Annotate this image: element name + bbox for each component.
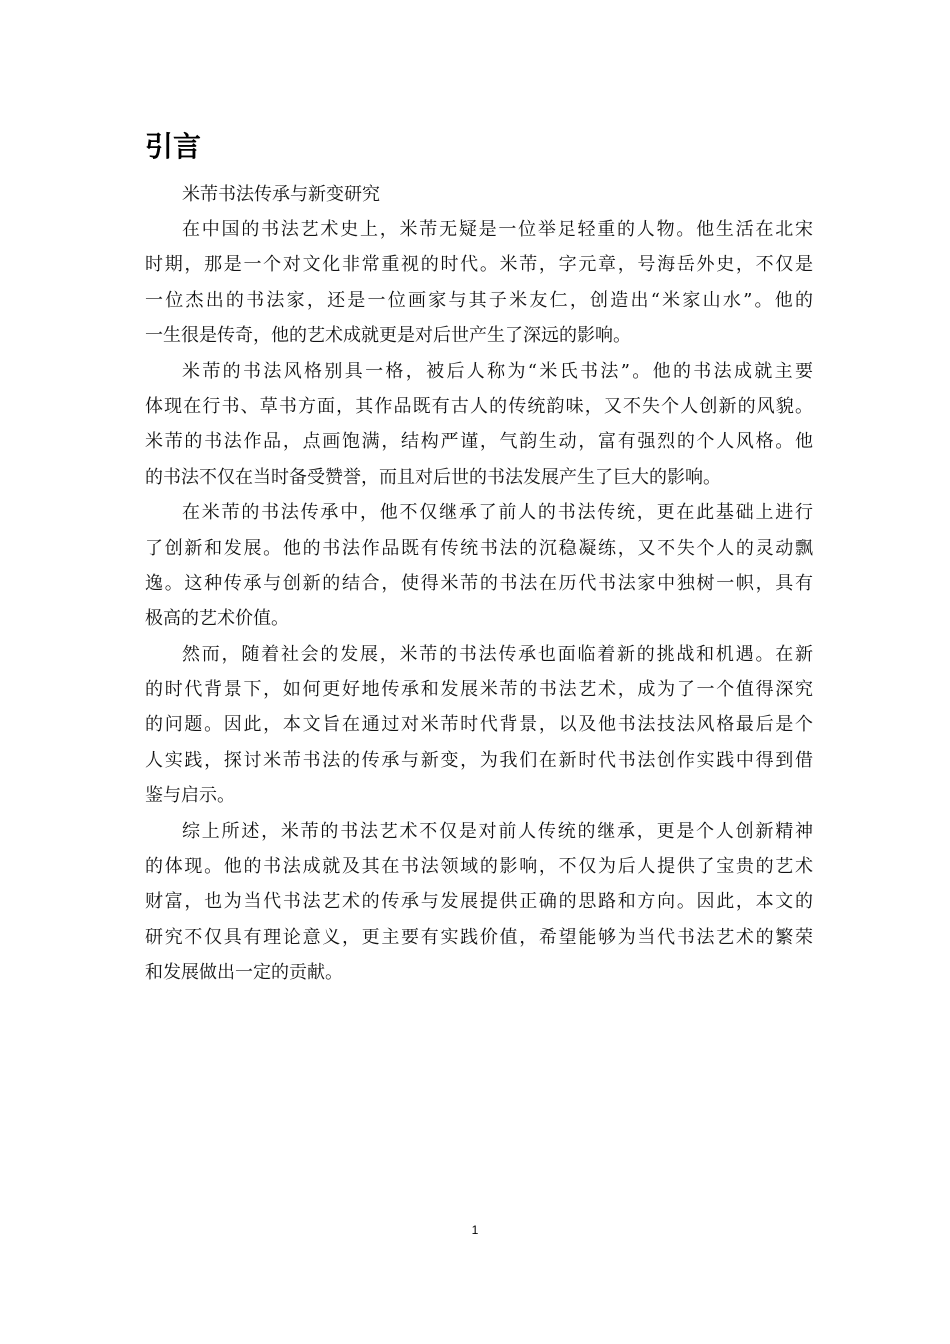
paper-title: 米芾书法传承与新变研究 bbox=[182, 184, 380, 205]
text-line: 一生很是传奇，他的艺术成就更是对后世产生了深远的影响。 bbox=[145, 325, 631, 347]
text-line: 极高的艺术价值。 bbox=[145, 608, 289, 630]
page-number: 1 bbox=[471, 1223, 479, 1237]
text-line: 的书法不仅在当时备受赞誉，而且对后世的书法发展产生了巨大的影响。 bbox=[145, 466, 721, 488]
text-line: 研究不仅具有理论意义，更主要有实践价值，希望能够为当代书法艺术的繁荣 bbox=[145, 926, 813, 948]
paragraph-3 bbox=[145, 495, 813, 637]
text-line: 米芾的书法作品，点画饱满，结构严谨，气韵生动，富有强烈的个人风格。他 bbox=[145, 431, 813, 453]
text-line: 逸。这种传承与创新的结合，使得米芾的书法在历代书法家中独树一帜，具有 bbox=[145, 572, 813, 594]
text-line: 体现在行书、草书方面，其作品既有古人的传统韵味，又不失个人创新的风貌。 bbox=[145, 395, 813, 417]
paragraph-2 bbox=[145, 354, 813, 496]
text-line: 时期，那是一个对文化非常重视的时代。米芾，字元章，号海岳外史，不仅是 bbox=[145, 254, 813, 276]
text-line: 和发展做出一定的贡献。 bbox=[145, 962, 343, 984]
section-heading: 引言 bbox=[145, 130, 202, 163]
paragraph-5 bbox=[145, 814, 813, 991]
text-line: 米芾的书法风格别具一格，被后人称为“米氏书法”。他的书法成就主要 bbox=[182, 360, 813, 382]
text-line: 综上所述，米芾的书法艺术不仅是对前人传统的继承，更是个人创新精神 bbox=[182, 820, 813, 842]
text-line: 人实践，探讨米芾书法的传承与新变，为我们在新时代书法创作实践中得到借 bbox=[145, 749, 813, 771]
text-line: 然而，随着社会的发展，米芾的书法传承也面临着新的挑战和机遇。在新 bbox=[182, 643, 813, 665]
text-line: 在中国的书法艺术史上，米芾无疑是一位举足轻重的人物。他生活在北宋 bbox=[182, 219, 813, 240]
paragraph-4 bbox=[145, 637, 813, 814]
paragraph-1 bbox=[145, 212, 813, 354]
text-line: 的时代背景下，如何更好地传承和发展米芾的书法艺术，成为了一个值得深究 bbox=[145, 679, 813, 701]
text-line: 财富，也为当代书法艺术的传承与发展提供正确的思路和方向。因此，本文的 bbox=[145, 891, 813, 913]
text-line: 鉴与启示。 bbox=[145, 785, 235, 807]
text-line: 的体现。他的书法成就及其在书法领域的影响，不仅为后人提供了宝贵的艺术 bbox=[145, 856, 813, 878]
text-line: 的问题。因此，本文旨在通过对米芾时代背景，以及他书法技法风格最后是个 bbox=[145, 714, 813, 736]
text-line: 了创新和发展。他的书法作品既有传统书法的沉稳凝练，又不失个人的灵动飘 bbox=[145, 537, 813, 559]
text-line: 一位杰出的书法家，还是一位画家与其子米友仁，创造出“米家山水”。他的 bbox=[145, 289, 813, 311]
text-line: 在米芾的书法传承中，他不仅继承了前人的书法传统，更在此基础上进行 bbox=[182, 502, 813, 524]
body-text bbox=[145, 177, 813, 991]
